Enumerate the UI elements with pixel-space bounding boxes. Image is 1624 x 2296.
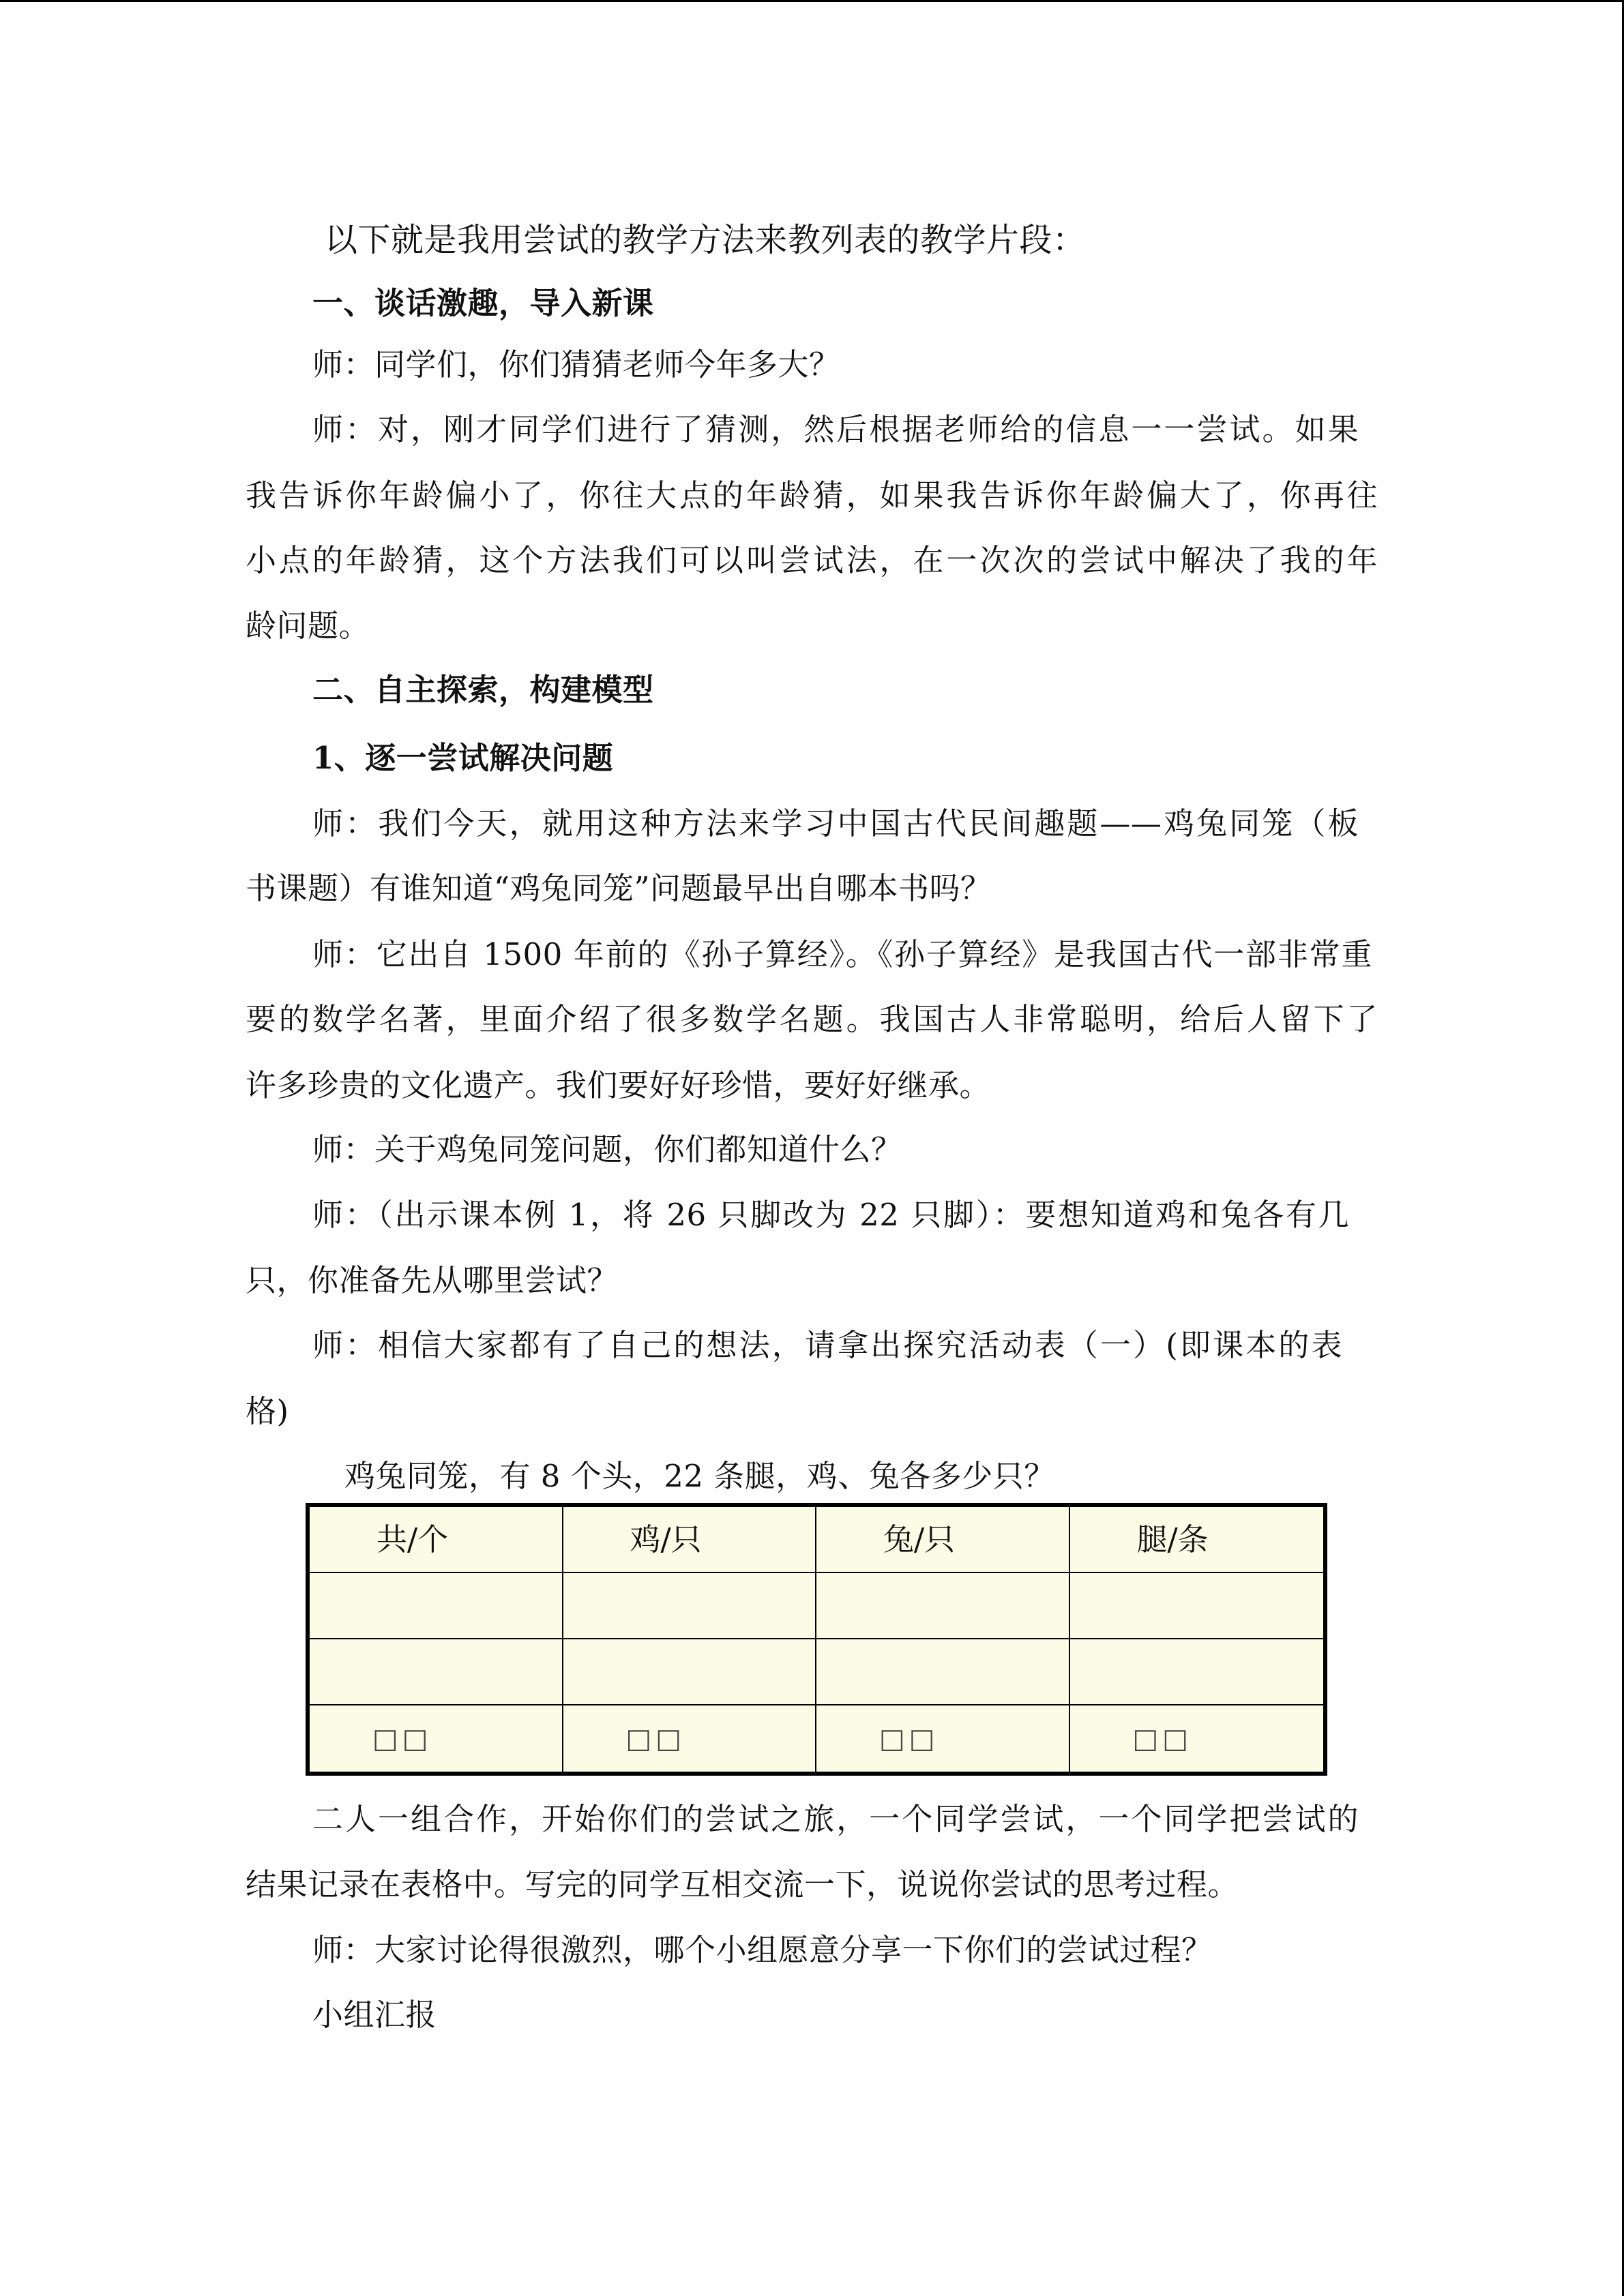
paragraph-8-line-1: 二人一组合作，开始你们的尝试之旅，一个同学尝试，一个同学把尝试的 [312, 1801, 1359, 1837]
table-cell [310, 1573, 563, 1639]
paragraph-4-line-2: 要的数学名著，里面介绍了很多数学名题。我国古人非常聪明，给后人留下了 [246, 1001, 1378, 1037]
table-cell-blank [310, 1705, 563, 1772]
table-cell [1070, 1639, 1324, 1705]
table-cell [1070, 1573, 1324, 1639]
paragraph-2-line-4: 龄问题。 [246, 608, 370, 644]
table-header-cell: 鸡/只 [563, 1507, 817, 1573]
table-cell-blank [563, 1705, 817, 1772]
blank-marker: □□ [625, 1723, 686, 1755]
table-header-cell: 兔/只 [816, 1507, 1070, 1573]
blank-marker: □□ [879, 1723, 939, 1755]
table-header-cell: 共/个 [310, 1507, 563, 1573]
paragraph-8-line-2: 结果记录在表格中。写完的同学互相交流一下，说说你尝试的思考过程。 [246, 1866, 1239, 1903]
paragraph-2-line-2: 我告诉你年龄偏小了，你往大点的年龄猜，如果我告诉你年龄偏大了，你再往 [246, 477, 1378, 513]
subsection1-heading: 1、逐一尝试解决问题 [312, 740, 614, 776]
intro-line: 以下就是我用尝试的教学方法来教列表的教学片段： [325, 221, 1086, 259]
blank-marker: □□ [1132, 1723, 1193, 1755]
activity-table [306, 1503, 1327, 1776]
problem-statement: 鸡兔同笼，有 8 个头，22 条腿，鸡、兔各多少只？ [344, 1458, 1055, 1494]
paragraph-3-line-1: 师：我们今天，就用这种方法来学习中国古代民间趣题——鸡兔同笼（板 [312, 805, 1359, 841]
paragraph-7-line-2: 格) [246, 1393, 289, 1429]
paragraph-9: 师：大家讨论得很激烈，哪个小组愿意分享一下你们的尝试过程？ [312, 1932, 1213, 1968]
paragraph-2-line-1: 师：对，刚才同学们进行了猜测，然后根据老师给的信息一一尝试。如果 [312, 411, 1359, 447]
table-cell-blank [816, 1705, 1070, 1772]
page-border-top [0, 0, 1624, 2]
blank-marker: □□ [372, 1723, 432, 1755]
paragraph-2-line-3: 小点的年龄猜，这个方法我们可以叫尝试法，在一次次的尝试中解决了我的年 [246, 542, 1378, 578]
table-cell [816, 1639, 1070, 1705]
paragraph-10: 小组汇报 [312, 1997, 437, 2033]
section1-heading: 一、谈话激趣，导入新课 [312, 285, 654, 321]
table-header-cell: 腿/条 [1070, 1507, 1324, 1573]
paragraph-5: 师：关于鸡兔同笼问题，你们都知道什么？ [312, 1131, 902, 1167]
section2-heading: 二、自主探索，构建模型 [312, 672, 654, 708]
paragraph-7-line-1: 师：相信大家都有了自己的想法，请拿出探究活动表（一）(即课本的表 [312, 1327, 1342, 1363]
table-cell [310, 1639, 563, 1705]
paragraph-4-line-1: 师：它出自 1500 年前的《孙子算经》。《孙子算经》是我国古代一部非常重 [312, 936, 1372, 972]
table-cell [563, 1573, 817, 1639]
paragraph-6-line-2: 只，你准备先从哪里尝试？ [246, 1262, 619, 1298]
paragraph-3-line-2: 书课题）有谁知道“鸡兔同笼”问题最早出自哪本书吗？ [246, 870, 992, 906]
table-cell [816, 1573, 1070, 1639]
table-cell [563, 1639, 817, 1705]
paragraph-6-line-1: 师：（出示课本例 1，将 26 只脚改为 22 只脚）：要想知道鸡和兔各有几 [312, 1197, 1349, 1233]
paragraph-1: 师：同学们，你们猜猜老师今年多大？ [312, 346, 840, 383]
table-cell-blank [1070, 1705, 1324, 1772]
paragraph-4-line-3: 许多珍贵的文化遗产。我们要好好珍惜，要好好继承。 [246, 1067, 991, 1103]
